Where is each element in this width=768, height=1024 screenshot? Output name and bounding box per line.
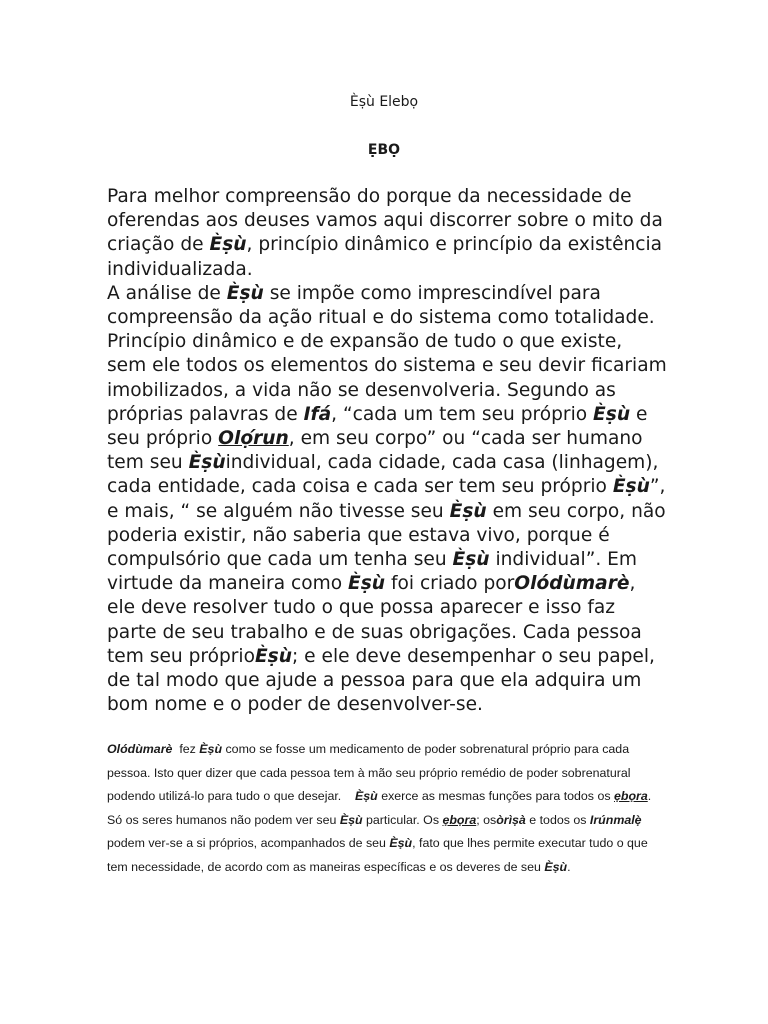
term-olorun: Olọ́run bbox=[218, 428, 289, 450]
term-esu: Èṣù bbox=[355, 789, 378, 804]
text-span: podem ver-se a si próprios, acompanhados de seu bbox=[107, 836, 386, 851]
term-esu: Èṣù bbox=[339, 812, 363, 827]
term-esu: Èṣù bbox=[188, 452, 226, 474]
text-span: , “cada um tem seu próprio bbox=[331, 403, 588, 425]
text-span: ”, e mais, “ se alguém não tivesse seu bbox=[107, 476, 666, 522]
text-span: em seu corpo, não poderia existir, não saberia que estava vivo, porque é compulsório que cada um tenha seu bbox=[107, 500, 666, 571]
text-span: A análise de bbox=[107, 282, 221, 304]
term-olodumare: Olódùmarè bbox=[107, 742, 173, 756]
text-span: fez bbox=[179, 742, 196, 756]
term-esu: Èṣù bbox=[612, 476, 650, 498]
term-irunmale: Irúnmalẹ̀ bbox=[589, 812, 642, 827]
text-span: se impõe como imprescindível para compreensão da ação ritual e do sistema como totalidade. Princípio dinâmico e de expansão de tudo o que existe, sem ele todos os elementos do sistema e seu devir ficariam imobilizados, a vida não se desenvolveria. Segundo as próprias palavras de bbox=[107, 282, 667, 425]
text-span: exerce as mesmas funções para todos os bbox=[381, 789, 611, 804]
text-span: . Só os seres humanos não podem ver seu bbox=[107, 789, 652, 827]
paragraph-2 bbox=[107, 282, 667, 718]
text-span: e seu próprio bbox=[107, 403, 648, 450]
document-title: Èṣù Elebọ bbox=[349, 94, 419, 110]
small-paragraph bbox=[107, 738, 667, 880]
term-esu: Èṣù bbox=[593, 403, 631, 425]
paragraph-1 bbox=[107, 185, 667, 282]
term-esu: Èṣù bbox=[544, 859, 568, 874]
text-span: ; e ele deve desempenhar o seu papel, de tal modo que ajude a pessoa para que ela adquira um bom nome e o poder de desenvolver-se. bbox=[107, 645, 655, 716]
term-esu: Èṣù bbox=[348, 573, 386, 595]
section-heading: ẸBỌ bbox=[367, 142, 401, 158]
text-span: , em seu corpo” ou “cada ser humano tem seu bbox=[107, 428, 643, 474]
term-esu: Èṣù bbox=[389, 836, 413, 851]
term-ifa: Ifá bbox=[303, 403, 332, 425]
term-esu: Èṣù bbox=[452, 549, 490, 571]
term-esu: Èṣù bbox=[449, 500, 487, 522]
term-esu: Èṣù bbox=[226, 282, 264, 304]
text-span: particular. Os bbox=[366, 812, 440, 827]
term-ebora: ẹbọra bbox=[613, 789, 648, 804]
paragraph-3 bbox=[107, 738, 667, 880]
text-span: individual, cada cidade, cada casa (linhagem), cada entidade, cada coisa e cada ser tem seu próprio bbox=[107, 452, 659, 498]
term-esu: Èṣù bbox=[254, 645, 292, 667]
term-olodumare: Olódùmarè bbox=[514, 573, 630, 595]
term-esu: Èṣù bbox=[199, 742, 223, 756]
term-ebora: ẹbọra bbox=[442, 812, 477, 827]
text-span: e todos os bbox=[529, 812, 587, 827]
text-span: , fato que lhes permite executar tudo o que tem necessidade, de acordo com as maneiras específicas e os deveres de seu bbox=[107, 836, 648, 874]
text-span: , ele deve resolver tudo o que possa aparecer e isso faz parte de seu trabalho e de suas obrigações. Cada pessoa tem seu próprio bbox=[107, 573, 642, 667]
term-orisa: òrìṣà bbox=[496, 812, 526, 827]
text-span: foi criado por bbox=[390, 573, 515, 595]
text-span: como se fosse um medicamento de poder sobrenatural próprio para cada pessoa. Isto quer dizer que cada pessoa tem à mão seu próprio remédio de poder sobrenatural podendo utilizá-lo para tudo o que desejar. bbox=[107, 742, 631, 804]
text-span: . bbox=[567, 859, 571, 874]
text-span: ; os bbox=[476, 812, 497, 827]
text-span: , princípio dinâmico e princípio da existência individualizada. bbox=[107, 234, 663, 280]
term-esu: Èṣù bbox=[209, 234, 247, 256]
main-paragraph bbox=[107, 185, 667, 717]
text-span: individual”. Em virtude da maneira como bbox=[107, 549, 638, 595]
text-span: Para melhor compreensão do porque da necessidade de oferendas aos deuses vamos aqui discorrer sobre o mito da criação de bbox=[107, 186, 663, 256]
